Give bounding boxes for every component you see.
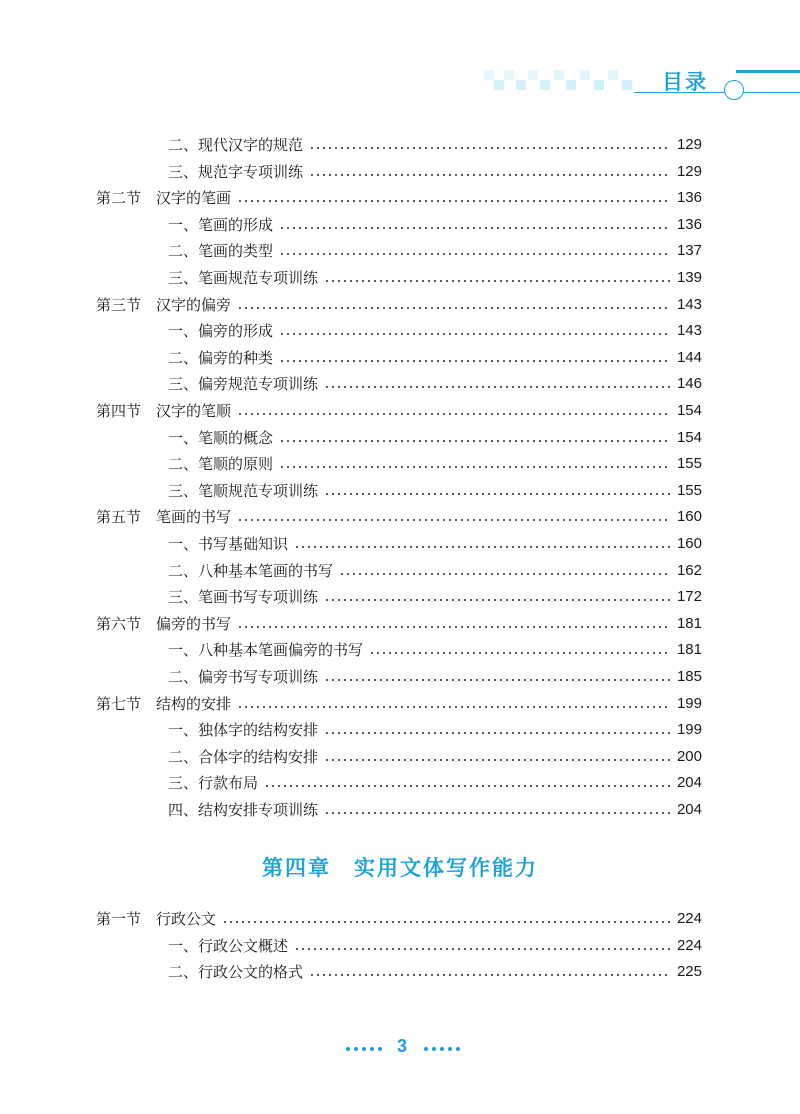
dot-leader [237, 200, 671, 202]
header-circle-ornament [724, 80, 744, 100]
header-rule-top [736, 70, 800, 73]
toc-entry-label: 二、行政公文的格式 [168, 962, 304, 981]
dot-leader [324, 759, 671, 761]
toc-entry-label: 二、八种基本笔画的书写 [168, 561, 334, 580]
dot-leader [279, 440, 671, 442]
toc-entry-page: 224 [676, 936, 702, 954]
toc-subentry [0, 345, 800, 369]
toc-entry-page: 143 [676, 295, 702, 313]
toc-entry-page: 199 [676, 720, 702, 738]
toc-entry-label: 一、笔画的形成 [168, 215, 274, 234]
chapter-heading: 第四章 实用文体写作能力 [262, 855, 538, 880]
toc-section-entry [0, 906, 800, 930]
toc-subentry [0, 318, 800, 342]
toc-subentry [0, 770, 800, 794]
toc-entry-page: 181 [676, 614, 702, 632]
dot-leader [237, 626, 671, 628]
toc-entry-label: 第一节 行政公文 [96, 909, 217, 928]
toc-entry-page: 144 [676, 348, 702, 366]
toc-entry-label: 二、偏旁的种类 [168, 348, 274, 367]
dot-leader [369, 652, 671, 654]
dot-leader [279, 227, 671, 229]
dot-leader [339, 573, 671, 575]
toc-entry-label: 二、现代汉字的规范 [168, 135, 304, 154]
dot-leader [324, 599, 671, 601]
toc-entry-page: 199 [676, 694, 702, 712]
toc-entry-page: 136 [676, 215, 702, 233]
toc-entry-page: 185 [676, 667, 702, 685]
toc-subentry [0, 664, 800, 688]
toc-entry-page: 154 [676, 401, 702, 419]
toc-entry-page: 225 [676, 962, 702, 980]
dot-leader [237, 307, 671, 309]
toc-entry-label: 第六节 偏旁的书写 [96, 614, 232, 633]
toc-entry-page: 172 [676, 587, 702, 605]
toc-entry-page: 129 [676, 135, 702, 153]
toc-entry-label: 三、规范字专项训练 [168, 162, 304, 181]
toc-entry-label: 一、独体字的结构安排 [168, 720, 319, 739]
dot-leader [324, 732, 671, 734]
toc-entry-label: 四、结构安排专项训练 [168, 800, 319, 819]
toc-entry-label: 第二节 汉字的笔画 [96, 188, 232, 207]
toc-entry-label: 二、合体字的结构安排 [168, 747, 319, 766]
toc-subentry [0, 959, 800, 983]
dot-leader [264, 785, 671, 787]
toc-entry-page: 143 [676, 321, 702, 339]
toc-subentry [0, 478, 800, 502]
toc-entry-label: 二、偏旁书写专项训练 [168, 667, 319, 686]
toc-entry-page: 162 [676, 561, 702, 579]
toc-entry-page: 181 [676, 640, 702, 658]
toc-entry-label: 第四节 汉字的笔顺 [96, 401, 232, 420]
toc-subentry [0, 212, 800, 236]
toc-entry-label: 第五节 笔画的书写 [96, 507, 232, 526]
dot-leader [324, 386, 671, 388]
toc-entry-page: 204 [676, 773, 702, 791]
dot-leader [279, 466, 671, 468]
dot-leader [309, 147, 671, 149]
toc-entry-label: 三、行款布局 [168, 773, 259, 792]
toc-entry-page: 155 [676, 481, 702, 499]
toc-entry-label: 三、笔画规范专项训练 [168, 268, 319, 287]
toc-entry-label: 一、八种基本笔画偏旁的书写 [168, 640, 364, 659]
toc-entry-label: 一、书写基础知识 [168, 534, 289, 553]
toc-entry-page: 204 [676, 800, 702, 818]
dot-leader [309, 174, 671, 176]
toc-subentry [0, 637, 800, 661]
toc-subentry [0, 584, 800, 608]
toc-entry-page: 129 [676, 162, 702, 180]
toc-section-entry [0, 504, 800, 528]
dot-leader [309, 974, 671, 976]
dot-leader [294, 948, 671, 950]
page-number: 3 [396, 1036, 407, 1056]
dot-leader [237, 519, 671, 521]
dot-leader [324, 679, 671, 681]
toc-section-entry [0, 185, 800, 209]
toc-subentry [0, 744, 800, 768]
toc-entry-label: 第三节 汉字的偏旁 [96, 295, 232, 314]
toc-subentry [0, 797, 800, 821]
toc-subentry [0, 371, 800, 395]
toc-subentry [0, 159, 800, 183]
toc-entry-page: 139 [676, 268, 702, 286]
dot-leader [324, 812, 671, 814]
toc-entry-page: 224 [676, 909, 702, 927]
footer-dots-right [424, 1047, 460, 1051]
dot-leader [222, 921, 671, 923]
footer-dots-left [346, 1047, 382, 1051]
dot-leader [237, 413, 671, 415]
header-title: 目录 [662, 69, 708, 94]
toc-entry-page: 154 [676, 428, 702, 446]
toc-entry-page: 137 [676, 241, 702, 259]
toc-entry-page: 160 [676, 534, 702, 552]
dot-leader [324, 493, 671, 495]
toc-entry-label: 三、笔顺规范专项训练 [168, 481, 319, 500]
dot-leader [294, 546, 671, 548]
toc-entry-label: 一、行政公文概述 [168, 936, 289, 955]
toc-entry-label: 二、笔顺的原则 [168, 454, 274, 473]
page-footer [0, 1036, 800, 1060]
toc-section-entry [0, 691, 800, 715]
dot-leader [279, 333, 671, 335]
toc-entry-label: 三、笔画书写专项训练 [168, 587, 319, 606]
toc-entry-label: 三、偏旁规范专项训练 [168, 374, 319, 393]
toc-subentry [0, 558, 800, 582]
toc-subentry [0, 717, 800, 741]
dot-leader [279, 253, 671, 255]
toc-entry-label: 第七节 结构的安排 [96, 694, 232, 713]
toc-subentry [0, 451, 800, 475]
toc-subentry [0, 933, 800, 957]
toc-entry-label: 一、笔顺的概念 [168, 428, 274, 447]
toc-subentry [0, 531, 800, 555]
toc-section-entry [0, 292, 800, 316]
header-decoration [484, 70, 634, 94]
toc-entry-page: 136 [676, 188, 702, 206]
toc-entry-page: 200 [676, 747, 702, 765]
dot-leader [237, 706, 671, 708]
toc-entry-label: 一、偏旁的形成 [168, 321, 274, 340]
toc-entry-page: 160 [676, 507, 702, 525]
toc-entry-page: 155 [676, 454, 702, 472]
header-rule-bottom [634, 92, 800, 93]
toc-section-entry [0, 398, 800, 422]
dot-leader [324, 280, 671, 282]
toc-subentry [0, 425, 800, 449]
toc-entry-page: 146 [676, 374, 702, 392]
toc-subentry [0, 265, 800, 289]
toc-entry-label: 二、笔画的类型 [168, 241, 274, 260]
toc-subentry [0, 238, 800, 262]
dot-leader [279, 360, 671, 362]
toc-section-entry [0, 611, 800, 635]
toc-subentry [0, 132, 800, 156]
